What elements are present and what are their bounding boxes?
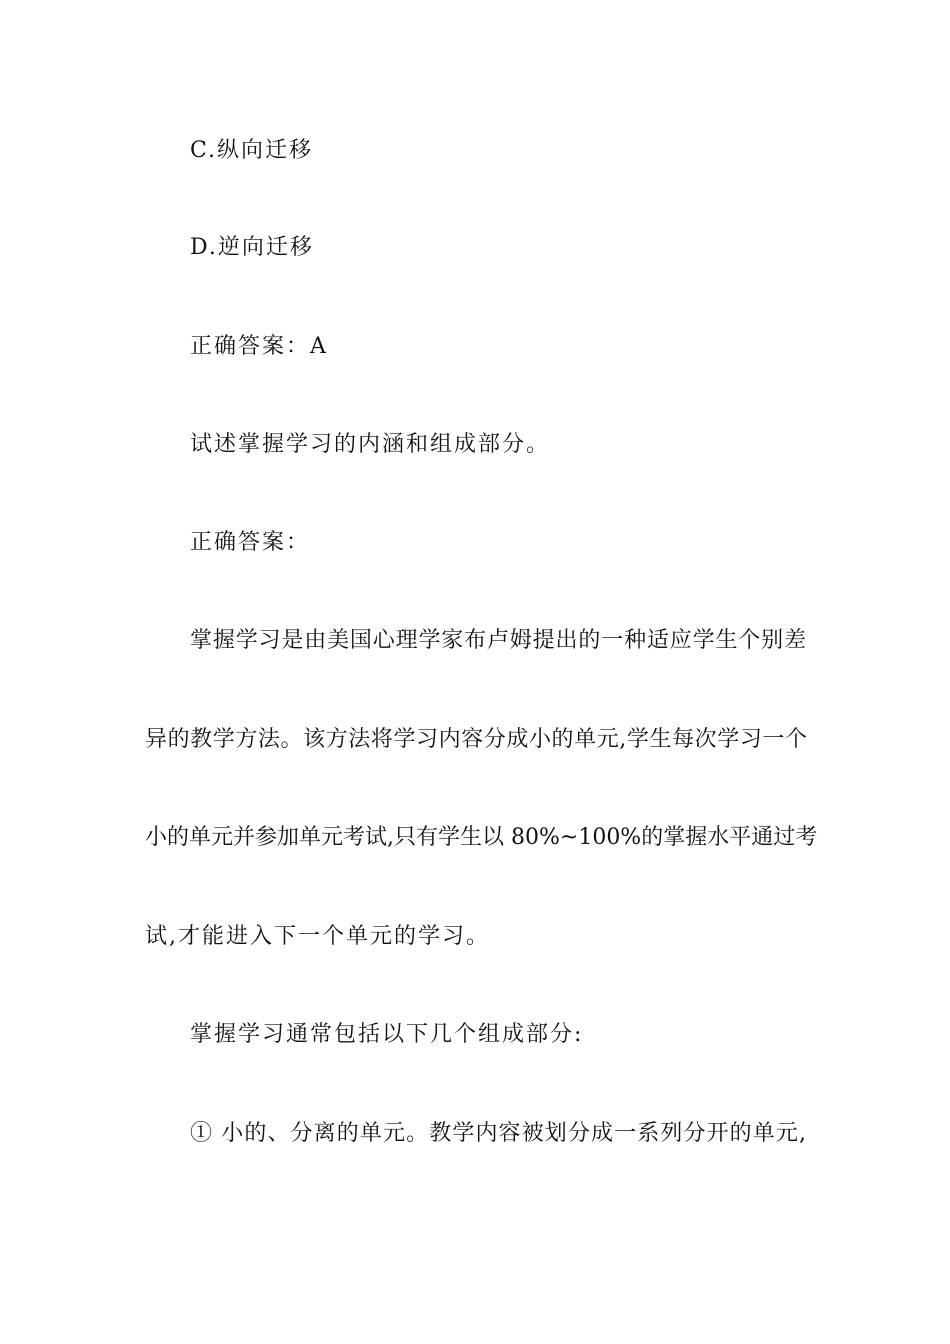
answer-label: 正确答案： [190,530,311,555]
option-c: C.纵向迁移 [190,138,314,163]
component-item-1: ① 小的、分离的单元。教学内容被划分成一系列分开的单元, [190,1121,806,1146]
paragraph-line-3: 小的单元并参加单元考试,只有学生以 80%~100%的掌握水平通过考 [145,825,818,850]
paragraph-line-2: 异的教学方法。该方法将学习内容分成小的单元,学生每次学习一个 [145,727,807,752]
answer-line: 正确答案：A [190,334,328,359]
paragraph-line-1: 掌握学习是由美国心理学家布卢姆提出的一种适应学生个别差 [190,628,806,653]
components-intro: 掌握学习通常包括以下几个组成部分: [190,1022,584,1047]
option-d: D.逆向迁移 [190,235,314,260]
paragraph-line-4: 试,才能进入下一个单元的学习。 [145,924,490,949]
question-text: 试述掌握学习的内涵和组成部分。 [190,432,551,457]
